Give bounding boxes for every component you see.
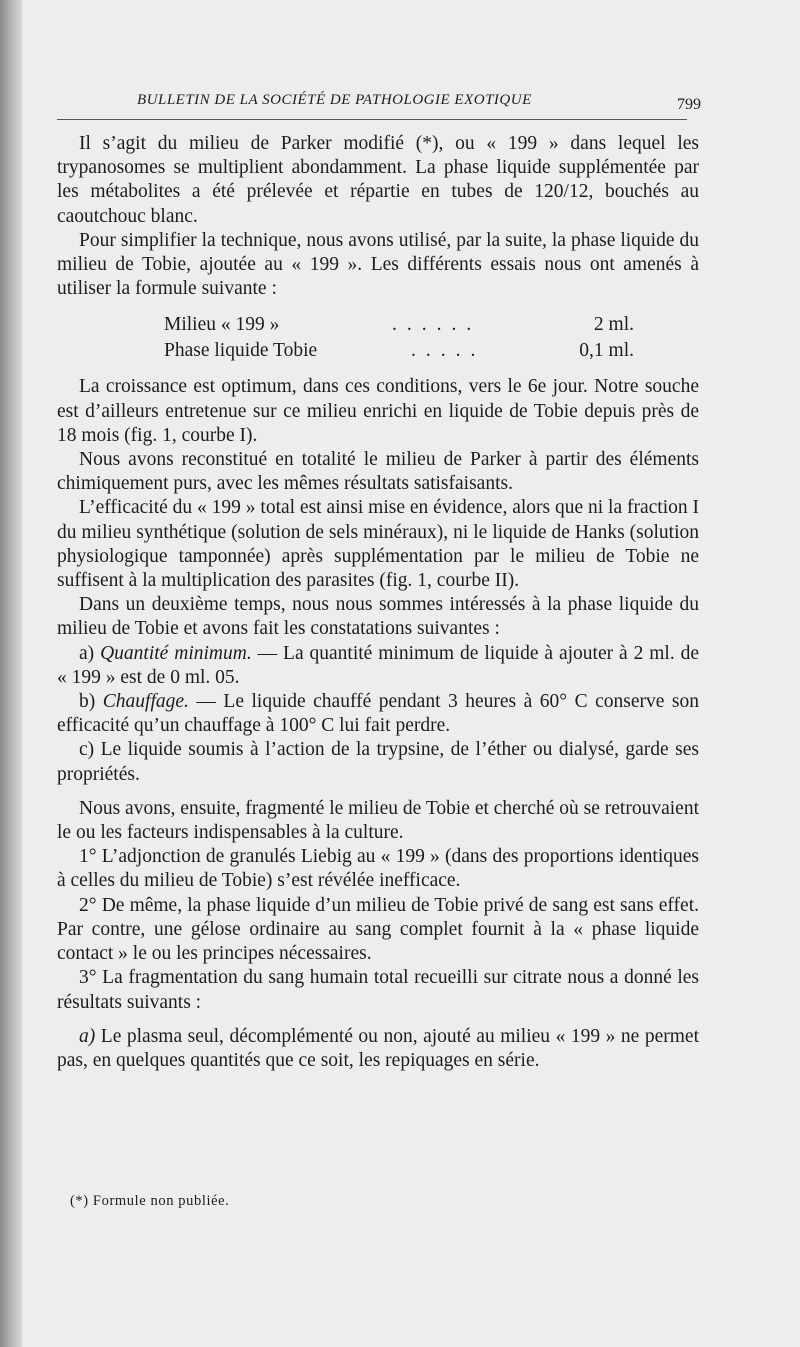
- item-label: Chauffage.: [102, 691, 189, 713]
- footnote: (*) Formule non publiée.: [70, 1193, 230, 1209]
- page-header: [137, 92, 701, 114]
- page-number: 799: [677, 96, 701, 113]
- formula-dots: ......: [392, 314, 482, 336]
- paragraph: 3° La fragmentation du sang humain total recueilli sur citrate nous a donné les résultats suivants :: [57, 967, 699, 1013]
- item-label: Quantité minimum.: [100, 642, 252, 664]
- paragraph: Il s’agit du milieu de Parker modifié (*), ou « 199 » dans lequel les trypanosomes se multiplient abondamment. La phase liquide supplémentée par les métabolites a été prélevée et répartie en tubes de 120/12, bouchés au caoutchouc blanc.: [57, 133, 699, 227]
- paragraph-chauffage: [57, 690, 699, 738]
- article-body: [57, 132, 699, 1073]
- paragraph-quantite: [57, 642, 699, 690]
- running-title: BULLETIN DE LA SOCIÉTÉ DE PATHOLOGIE EXOTIQUE: [137, 92, 532, 108]
- formula-label: Milieu « 199 »: [164, 314, 280, 336]
- paragraph: L’efficacité du « 199 » total est ainsi mise en évidence, alors que ni la fraction I du milieu synthétique (solution de sels minéraux), ni le liquide de Hanks (solution physiologique tamponnée) après supplémentation par le milieu de Tobie ne suffisent à la multiplication des parasites (fig. 1, courbe II).: [57, 497, 700, 592]
- paragraph: 2° De même, la phase liquide d’un milieu de Tobie privé de sang est sans effet. Par contre, une gélose ordinaire au sang complet fournit à la « phase liquide contact » le ou les principes nécessaires.: [57, 894, 699, 965]
- item-text: — La quantité minimum de liquide à ajouter à 2 ml. de « 199 » est de 0 ml. 05.: [57, 642, 700, 688]
- paragraph: La croissance est optimum, dans ces conditions, vers le 6e jour. Notre souche est d’ailleurs entretenue sur ce milieu enrichi en liquide de Tobie depuis près de 18 mois (fig. 1, courbe I).: [57, 376, 699, 446]
- journal-page: [22, 0, 800, 1347]
- header-rule: [57, 119, 687, 120]
- formula-dots: .....: [411, 340, 486, 362]
- paragraph: Nous avons, ensuite, fragmenté le milieu de Tobie et cherché où se retrouvaient le ou les facteurs indispensables à la culture.: [57, 797, 699, 844]
- paragraph: 1° L’adjonction de granulés Liebig au « 199 » (dans des proportions identiques à celles du milieu de Tobie) s’est révélée inefficace.: [57, 846, 699, 892]
- paragraph-plasma: [57, 1025, 699, 1073]
- item-prefix: a): [79, 642, 95, 664]
- formula-label: Phase liquide Tobie: [164, 340, 318, 362]
- item-text: — Le liquide chauffé pendant 3 heures à 60° C conserve son efficacité qu’un chauffage à 100° C lui fait perdre.: [57, 691, 700, 737]
- item-text: Le plasma seul, décomplémenté ou non, ajouté au milieu « 199 » ne permet pas, en quelques quantités que ce soit, les repiquages en série.: [57, 1025, 699, 1071]
- paragraph: Dans un deuxième temps, nous nous sommes intéressés à la phase liquide du milieu de Tobie et avons fait les constatations suivantes :: [57, 594, 699, 640]
- formula-row: [164, 313, 634, 339]
- item-prefix: b): [79, 691, 96, 713]
- formula-row: [164, 339, 634, 365]
- paragraph: Pour simplifier la technique, nous avons utilisé, par la suite, la phase liquide du milieu de Tobie, ajoutée au « 199 ». Les différents essais nous ont amenés à utiliser la formule suivante :: [57, 229, 699, 300]
- formula: [164, 313, 634, 365]
- book-binding-shadow: [0, 0, 22, 1347]
- item-prefix: a): [79, 1025, 96, 1047]
- paragraph: c) Le liquide soumis à l’action de la trypsine, de l’éther ou dialysé, garde ses propriétés.: [57, 739, 699, 785]
- formula-value: 2 ml.: [593, 314, 634, 336]
- paragraph: Nous avons reconstitué en totalité le milieu de Parker à partir des éléments chimiquement purs, avec les mêmes résultats satisfaisants.: [57, 449, 699, 495]
- formula-value: 0,1 ml.: [579, 340, 634, 362]
